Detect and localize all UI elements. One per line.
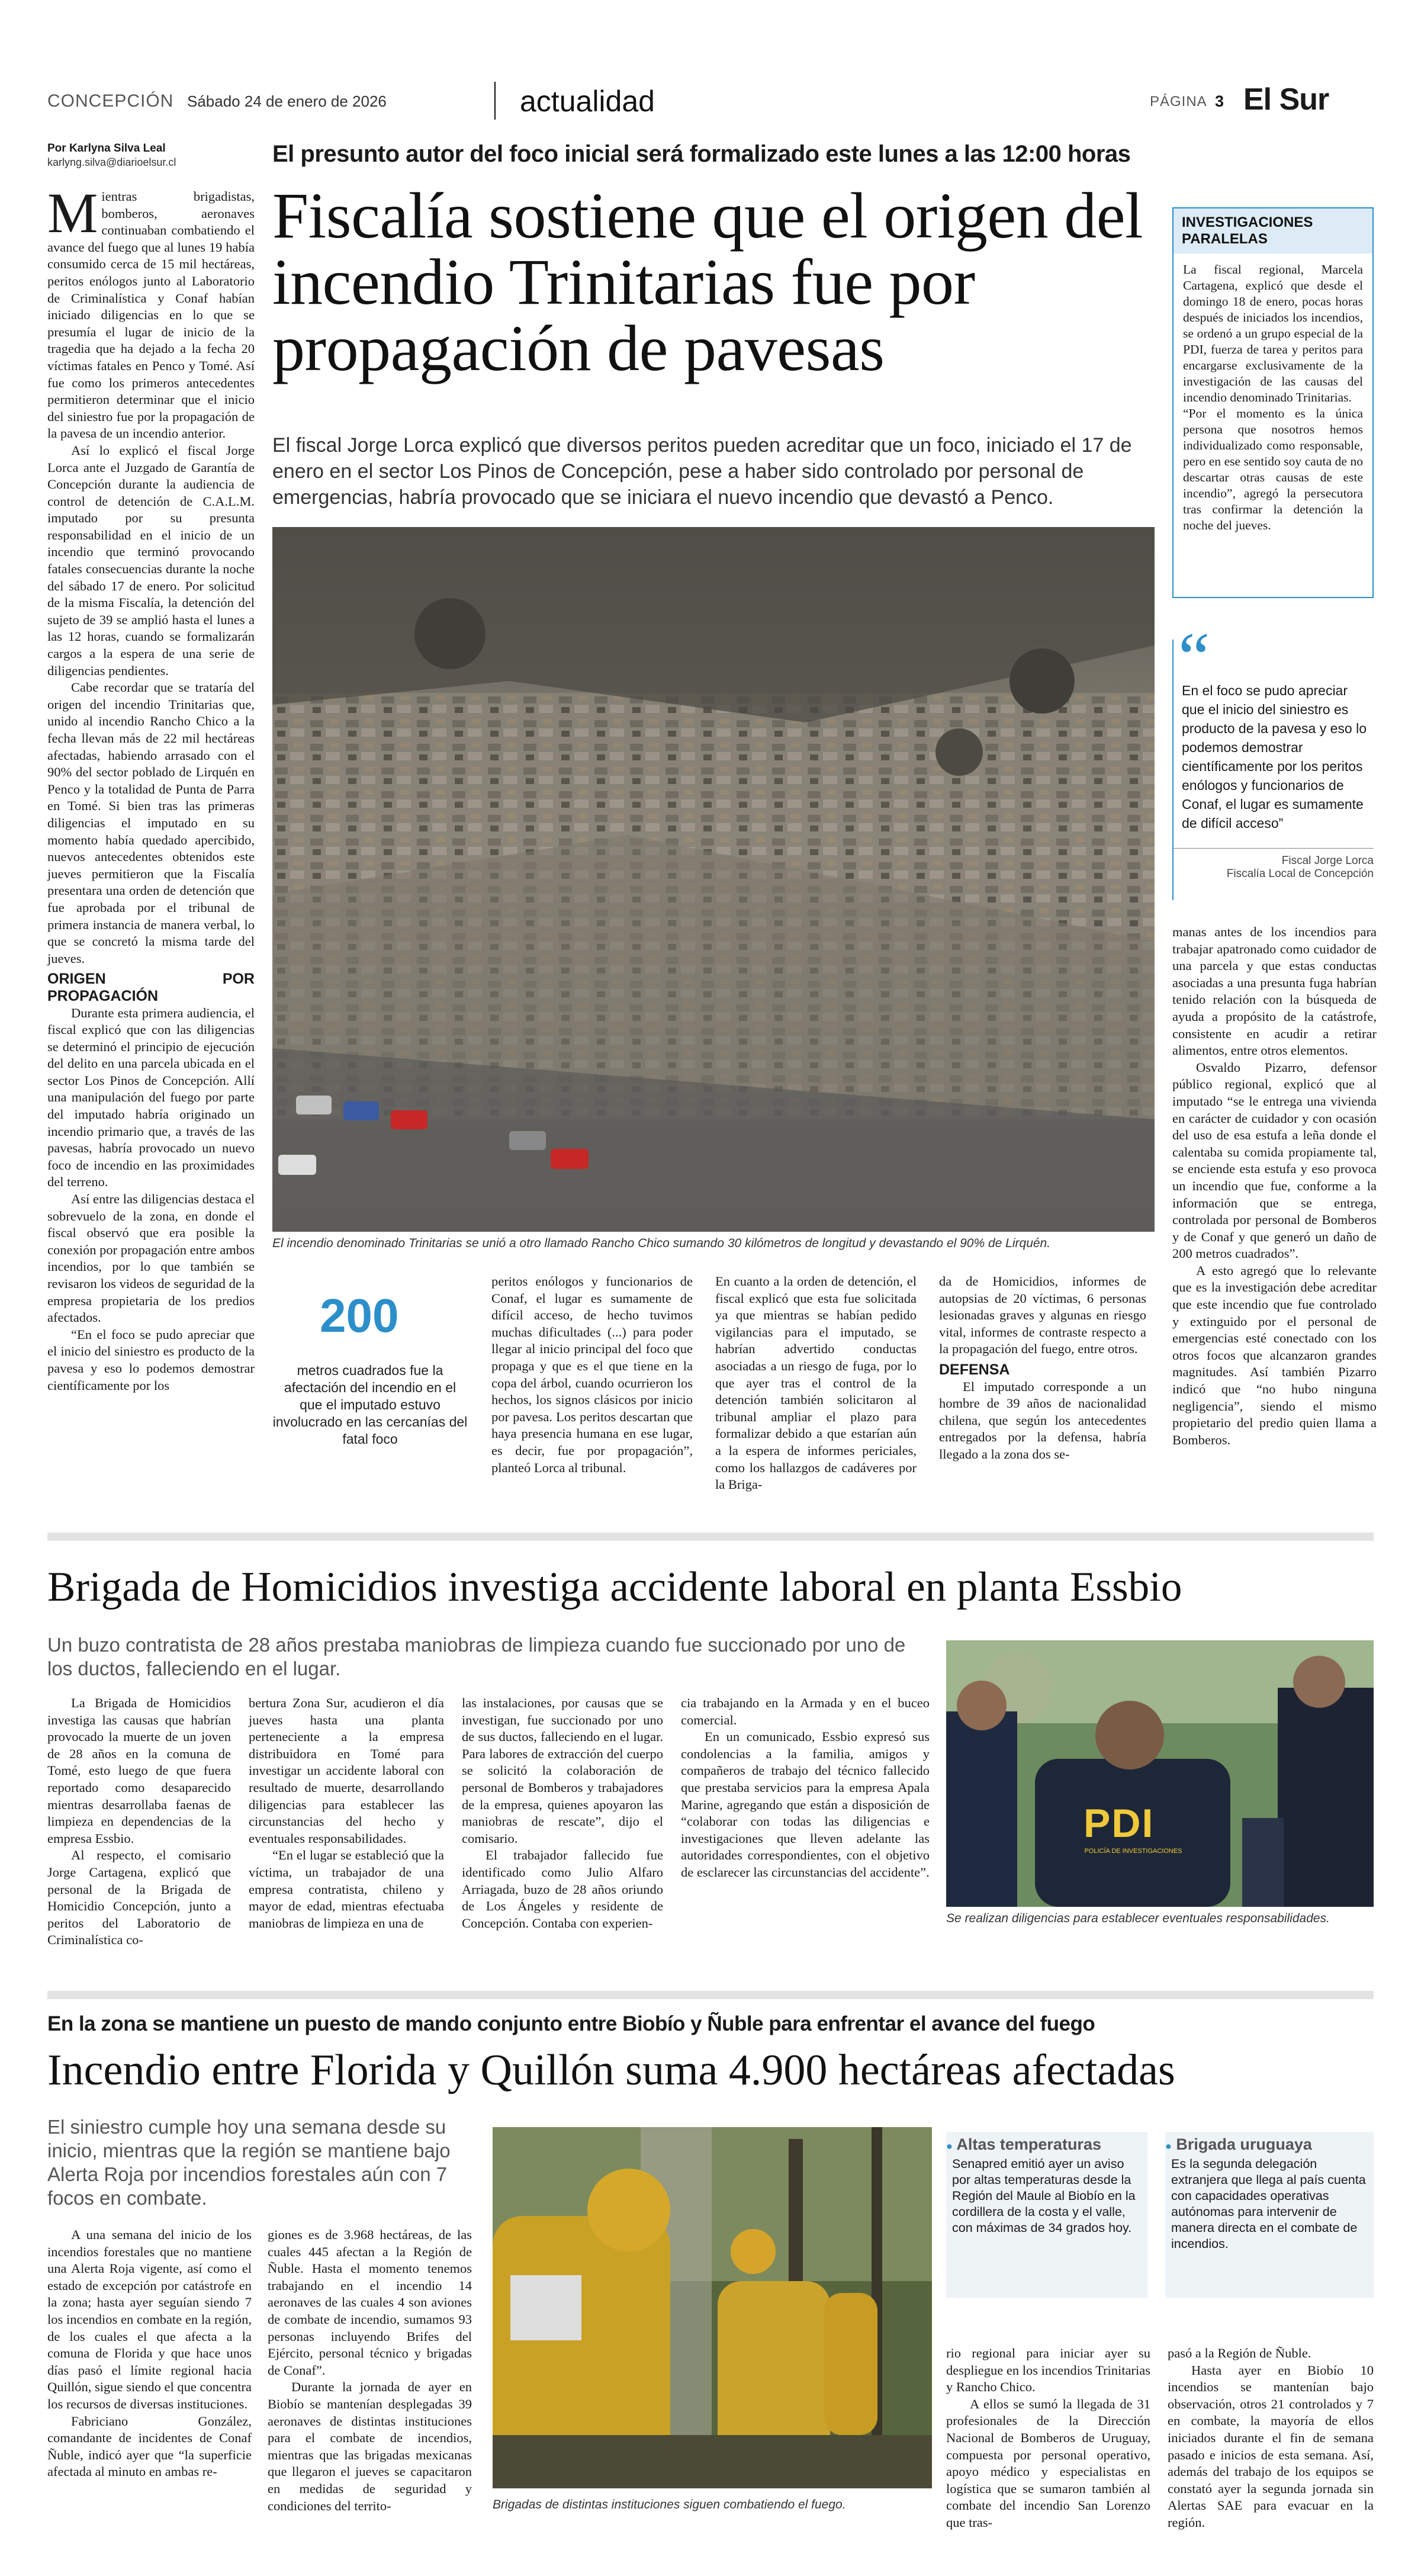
- paragraph: Osvaldo Pizarro, defensor público regional, explicó que al imputado “se le entrega una vivienda en carácter de cuidador y con ocasión del uso de esa estufa a leña donde el calentaba su comida propiamente tal, se enciende esta estufa y eso provoca un incendio que fue, conforme a la información que se entrega, controlada por personal de Bomberos y de Conaf y que generó un daño de 200 metros cuadrados”.: [1172, 1059, 1377, 1261]
- box-title-text: Brigada uruguaya: [1176, 2135, 1312, 2153]
- box-title-text: Altas temperaturas: [956, 2135, 1101, 2153]
- article1-column-1: [47, 181, 255, 1394]
- paragraph: manas antes de los incendios para trabajar apatronado como cuidador de una parcela y que estas conductas asociadas a una presunta fuga habrían tenido relación con la búsqueda de ayuda a propósito de la catástrofe, consistente en acudir a retirar alimentos, entre otros elementos.: [1172, 924, 1377, 1058]
- article3-headline: Incendio entre Florida y Quillón suma 4.900 hectáreas afectadas: [47, 2046, 1175, 2095]
- article2-lead: Un buzo contratista de 28 años prestaba maniobras de limpieza cuando fue succionado por uno de los ductos, falleciendo en el lugar.: [47, 1634, 906, 1679]
- paragraph: “En el foco se pudo apreciar que el inicio del siniestro es producto de la pavesa y eso lo podemos demostrar científicamente por los: [47, 1326, 255, 1393]
- section-divider: [47, 1533, 1374, 1541]
- quote-name: Fiscal Jorge Lorca: [1281, 855, 1374, 867]
- article3-column-1: [47, 2227, 252, 2481]
- pdi-photo-caption: Se realizan diligencias para establecer eventuales responsabilidades.: [946, 1912, 1330, 1925]
- firefighters-photo-caption: Brigadas de distintas instituciones siguen combatiendo el fuego.: [493, 2498, 846, 2511]
- paragraph: En un comunicado, Essbio expresó sus condolencias a la familia, amigos y compañeros de trabajo del técnico fallecido que prestaba servicios para la empresa Apala Marine, agregando que están a disposición de “colaborar con todas las diligencias e investigaciones que lleven adelante las autoridades correspondientes, con el objetivo de esclarecer las circunstancias del accidente”.: [681, 1729, 930, 1880]
- article2-column-2: [249, 1695, 444, 1932]
- article2-column-1: [47, 1695, 231, 1949]
- paragraph: El trabajador fallecido fue identificado como Julio Alfaro Arriagada, buzo de 28 años oriundo de Los Ángeles y residente de Concepción. Contaba con experien-: [462, 1848, 663, 1931]
- paragraph: giones es de 3.968 hectáreas, de las cuales 445 afectan a la Región de Ñuble. Hasta el momento tenemos trabajando en el incendio 14 aeronaves de las cuales 4 son aviones de combate de incendio, sumamos 93 personas incluyendo Brifes del Ejército, personal técnico y brigadas de Conaf”.: [268, 2227, 472, 2378]
- article2-headline: Brigada de Homicidios investiga accidente laboral en planta Essbio: [47, 1564, 1182, 1610]
- paragraph: “En el lugar se estableció que la víctima, un trabajador de una empresa contratista, chileno y mayor de edad, mientras efectuaba maniobras de limpieza en una de: [249, 1848, 444, 1931]
- page-label: PÁGINA: [1150, 94, 1207, 110]
- box-text-temperaturas: Senapred emitió ayer un aviso por altas temperaturas desde la Región del Maule al Biobío en la cordillera de la costa y el valle, con máximas de 34 grados hoy.: [952, 2157, 1136, 2235]
- sidebar-title: INVESTIGACIONES PARALELAS: [1174, 208, 1372, 253]
- masthead-date: Sábado 24 de enero de 2026: [187, 92, 387, 110]
- paragraph: A esto agregó que lo relevante que es la investigación debe acreditar que este incendio que fue controlado y extinguido por el personal de emergencias esté conectado con los otros focos que alcanzaron grandes magnitudes. Así también Pizarro indicó que “no hubo ninguna negligencia”, siendo el mismo propietario del predio quien llama a Bomberos.: [1172, 1263, 1377, 1447]
- article3-column-5: [1168, 2345, 1374, 2532]
- box-brigada-uruguaya: [1165, 2132, 1374, 2298]
- paragraph: rio regional para iniciar ayer su despliegue en los incendios Trinitarias y Rancho Chico.: [946, 2346, 1150, 2395]
- paragraph: bertura Zona Sur, acudieron el día jueves hasta una planta perteneciente a la empresa distribuidora en Tomé para investigar un accidente laboral con resultado de muerte, desarrollando diligencias para establecer las circunstancias del hecho y eventuales responsabilidades.: [249, 1695, 444, 1846]
- paragraph: Durante esta primera audiencia, el fiscal explicó que con las diligencias se determinó el principio de ejecución del delito en una parcela ubicada en el sector Los Pinos de Concepción. Allí una manipulación del fuego por parte del imputado habría originado un incendio primario que, a través de las pavesas, habría provocado un nuevo foco de incendio en las proximidades del terreno.: [47, 1005, 255, 1190]
- byline: [47, 142, 249, 169]
- pdi-badge-text: PDI: [1084, 1801, 1155, 1846]
- byline-email: karlyng.silva@diarioelsur.cl: [47, 156, 176, 168]
- pdi-badge-subtext: POLICÍA DE INVESTIGACIONES: [1084, 1848, 1182, 1855]
- box-altas-temperaturas: [946, 2132, 1147, 2298]
- paragraph: Así entre las diligencias destaca el sobrevuelo de la zona, en donde el fiscal observó que era posible la conexión por propagación entre ambos incendios, por lo que también se revisaron los videos de seguridad de la empresa propietaria de los predios afectados.: [47, 1191, 255, 1325]
- paragraph: “Por el momento es la única persona que nosotros hemos individualizado como responsable, pero en ese sentido soy cauta de no descartar otras causas de este incendio”, agregó la persecutora tras confirmar la detención la noche del jueves.: [1183, 406, 1363, 532]
- page-number: 3: [1215, 92, 1224, 110]
- subheading-defensa: DEFENSA: [939, 1361, 1010, 1378]
- paragraph: las instalaciones, por causas que se investigan, fue succionado por uno de sus ductos, falleciendo en el lugar. Para labores de extracción del cuerpo se solicitó la colaboración de personal de Bomberos y trabajadores de la empresa, quienes apoyaron las maniobras de rescate”, dijo el comisario.: [462, 1695, 663, 1846]
- article1-column-5: [939, 1273, 1146, 1463]
- byline-author: Por Karlyna Silva Leal: [47, 142, 166, 155]
- paragraph: La fiscal regional, Marcela Cartagena, explicó que desde el domingo 18 de enero, pocas horas después de iniciados los incendios, se ordenó a un grupo especial de la PDI, fuerza de tarea y peritos para encargarse exclusivamente de la investigación de las causas del incendio denominado Trinitarias.: [1183, 262, 1363, 404]
- fire-photo-caption: El incendio denominado Trinitarias se unió a otro llamado Rancho Chico sumando 30 kilómetros de longitud y devastando el 90% de Lirquén.: [272, 1236, 1051, 1250]
- quote-mark-icon: “: [1178, 618, 1210, 696]
- paragraph: Al respecto, el comisario Jorge Cartagena, explicó que personal de la Brigada de Homicidio Concepción, junto a peritos del Laboratorio de Criminalística co-: [47, 1848, 231, 1948]
- article1-column-6: [1172, 924, 1377, 1448]
- stat-number: 200: [320, 1289, 399, 1342]
- firefighters-illustration: [493, 2127, 932, 2488]
- bullet-icon: ●: [946, 2140, 953, 2152]
- stat-text: metros cuadrados fue la afectación del incendio en el que el imputado estuvo involucrado en las cercanías del fatal foco: [272, 1363, 468, 1447]
- article3-lead: El siniestro cumple hoy una semana desde su inicio, mientras que la región se mantiene bajo Alerta Roja por incendios forestales aún con 7 focos en combate.: [47, 2116, 451, 2209]
- subheading-origen: ORIGEN POR PROPAGACIÓN: [47, 971, 255, 1004]
- masthead: [47, 82, 1374, 124]
- sidebar-investigaciones: [1172, 207, 1374, 598]
- pdi-officers-photo: [946, 1640, 1374, 1907]
- paragraph: cia trabajando en la Armada y en el buceo comercial.: [681, 1695, 930, 1727]
- quote-role: Fiscalía Local de Concepción: [1226, 868, 1374, 880]
- paragraph: El imputado corresponde a un hombre de 39 años de nacionalidad chilena, que según los antecedentes entregados por la defensa, habría llegado a la zona dos se-: [939, 1379, 1146, 1462]
- paragraph: Fabriciano González, comandante de incidentes de Conaf Ñuble, indicó ayer que “la superficie afectada al minuto en ambas re-: [47, 2413, 252, 2479]
- paragraph: Así lo explicó el fiscal Jorge Lorca ante el Juzgado de Garantía de Concepción durante la audiencia de control de detención de C.A.L.M. imputado por su presunta responsabilidad en el inicio de un incendio que terminó provocando fatales consecuencias durante la noche del sábado 17 de enero. Por solicitud de la misma Fiscalía, la detención del sujeto de 39 se amplió hasta el lunes a las 12 horas, cuando se formalizarán cargos a la espera de una serie de diligencias pendientes.: [47, 442, 255, 678]
- quote-attribution: [1172, 848, 1374, 881]
- drop-cap: M: [47, 181, 98, 245]
- box-text-uruguaya: Es la segunda delegación extranjera que llega al país cuenta con capacidades operativas autónomas para intervenir de manera directa en el combate de incendios.: [1171, 2157, 1366, 2251]
- fire-aerial-photo: [272, 527, 1155, 1232]
- article1-headline: Fiscalía sostiene que el origen del incendio Trinitarias fue por propagación de pavesas: [272, 179, 1143, 384]
- article3-kicker: En la zona se mantiene un puesto de mando conjunto entre Biobío y Ñuble para enfrentar el avance del fuego: [47, 2012, 1095, 2035]
- sidebar-body: [1174, 253, 1372, 542]
- brand-logo: El Sur: [1243, 82, 1329, 117]
- pdi-officers-illustration: [946, 1640, 1374, 1907]
- box-title-uruguaya: [1165, 2132, 1374, 2156]
- bullet-icon: ●: [1165, 2140, 1172, 2152]
- article1-lead: El fiscal Jorge Lorca explicó que diversos peritos pueden acreditar que un foco, iniciado el 17 de enero en el sector Los Pinos de Concepción, pese a haber sido controlado por personal de emergencias, habría provocado que se iniciara el nuevo incendio que devastó a Penco.: [272, 434, 1132, 509]
- article3-column-2: [268, 2227, 472, 2514]
- firefighters-photo: [493, 2127, 932, 2488]
- section-title: actualidad: [520, 85, 655, 118]
- paragraph: Cabe recordar que se trataría del origen del incendio Trinitarias que, unido al incendio Rancho Chico a la fecha llevan más de 22 mil hectáreas afectadas, habiendo arrasado con el 90% del sector poblado de Lirquén en Penco y la totalidad de Punta de Parra en Tomé. Si bien tras las primeras diligencias el imputado en su momento había quedado apercibido, nuevos antecedentes obtenidos este jueves permitieron que la Fiscalía presentara una orden de detención que fue aprobada por el tribunal de primera instancia de manera verbal, lo que se concretó la misma tarde del jueves.: [47, 680, 255, 966]
- paragraph: Durante la jornada de ayer en Biobío se mantenían desplegadas 39 aeronaves de distintas instituciones para el combate de incendios, mientras que las brigadas mexicanas que llegaron el jueves se capacitaron en medidas de seguridad y condiciones del territo-: [268, 2379, 472, 2513]
- paragraph: pasó a la Región de Ñuble.: [1168, 2346, 1311, 2360]
- article2-column-4: [681, 1695, 930, 1881]
- paragraph: ientras brigadistas, bomberos, aeronaves continuaban combatiendo el avance del fuego que al lunes 19 había consumido cerca de 15 mil hectáreas, peritos enólogos junto al Laboratorio de Criminalística y Conaf habían iniciado diligencias en lo que se presumía el lugar de inicio de la tragedia que ha dejado a la fecha 20 víctimas fatales en Penco y Tomé. Así fue como los primeros antecedentes permitieron determinar que el inicio del siniestro fue por la propagación de la pavesa de un incendio anterior.: [47, 189, 255, 441]
- section-divider-2: [47, 1991, 1374, 1999]
- article2-column-3: [462, 1695, 663, 1932]
- paragraph: da de Homicidios, informes de autopsias de 20 víctimas, 6 personas lesionadas graves y algunas en riesgo vital, informes de contraste respecto a la propagación del fuego, entre otros.: [939, 1274, 1146, 1357]
- box-title-temperaturas: [946, 2132, 1147, 2156]
- paragraph: A una semana del inicio de los incendios forestales que no mantiene una Alerta Roja vigente, así como el estado de excepción por catástrofe en la zona; hasta ayer seguían siendo 7 los incendios en combate en la región, de los cuales el que afecta a la comuna de Florida y que hace unos días pasó el límite regional hacia Quillón, sigue siendo el que concentra los recursos de diversas instituciones.: [47, 2227, 252, 2411]
- paragraph: La Brigada de Homicidios investiga las causas que habrían provocado la muerte de un joven de 28 años en la comuna de Tomé, esto luego de que fuera reportado como desaparecido mientras desarrollaba faenas de limpieza en dependencias de la empresa Essbio.: [47, 1695, 231, 1846]
- article1-column-4: En cuanto a la orden de detención, el fiscal explicó que esta fue solicitada ya que mientras se habían pedido vigilancias para el imputado, se habrían advertido conductas asociadas a un riesgo de fuga, por lo que ayer tras el control de la detención también solicitaron al tribunal ampliar el plazo para formalizar debido a que estarían aún a la espera de informes periciales, como los hallazgos de cadáveres por la Briga-: [715, 1274, 917, 1492]
- quote-text: En el foco se pudo apreciar que el inicio del siniestro es producto de la pavesa y eso lo podemos demostrar científicamente por los peritos enólogos y funcionarios de Conaf, el lugar es sumamente de difícil acceso”: [1182, 683, 1367, 831]
- article1-kicker: El presunto autor del foco inicial será formalizado este lunes a las 12:00 horas: [272, 141, 1131, 167]
- fire-aerial-illustration: [272, 527, 1155, 1232]
- article1-column-3: peritos enólogos y funcionarios de Conaf, el lugar es sumamente de difícil acceso, de hecho tuvimos muchas dificultades (...) para poder llegar al inicio principal del foco que propaga y que es el que tiene en la copa del árbol, cuando ocurrieron los hechos, los signos clásicos por inicio por pavesa. Los peritos descartan que haya presencia humana en ese lugar, es decir, fue por propagación”, planteó Lorca al tribunal.: [491, 1274, 693, 1475]
- paragraph: Hasta ayer en Biobío 10 incendios se mantenían bajo observación, otros 21 controlados y 7 en combate, la mayoría de ellos iniciados durante el fin de semana pasado e inicios de esta semana. Así, además del trabajo de los equipos se constató ayer la segunda jornada sin Alertas SAE para evacuar en la región.: [1168, 2362, 1374, 2530]
- paragraph: A ellos se sumó la llegada de 31 profesionales de la Dirección Nacional de Bomberos de Uruguay, compuesta por personal operativo, apoyo médico y especialistas en logística que se sumaron también al combate del incendio San Lorenzo que tras-: [946, 2396, 1150, 2530]
- masthead-city: CONCEPCIÓN: [47, 91, 174, 111]
- masthead-divider: [494, 82, 496, 120]
- article3-column-4: [946, 2345, 1150, 2532]
